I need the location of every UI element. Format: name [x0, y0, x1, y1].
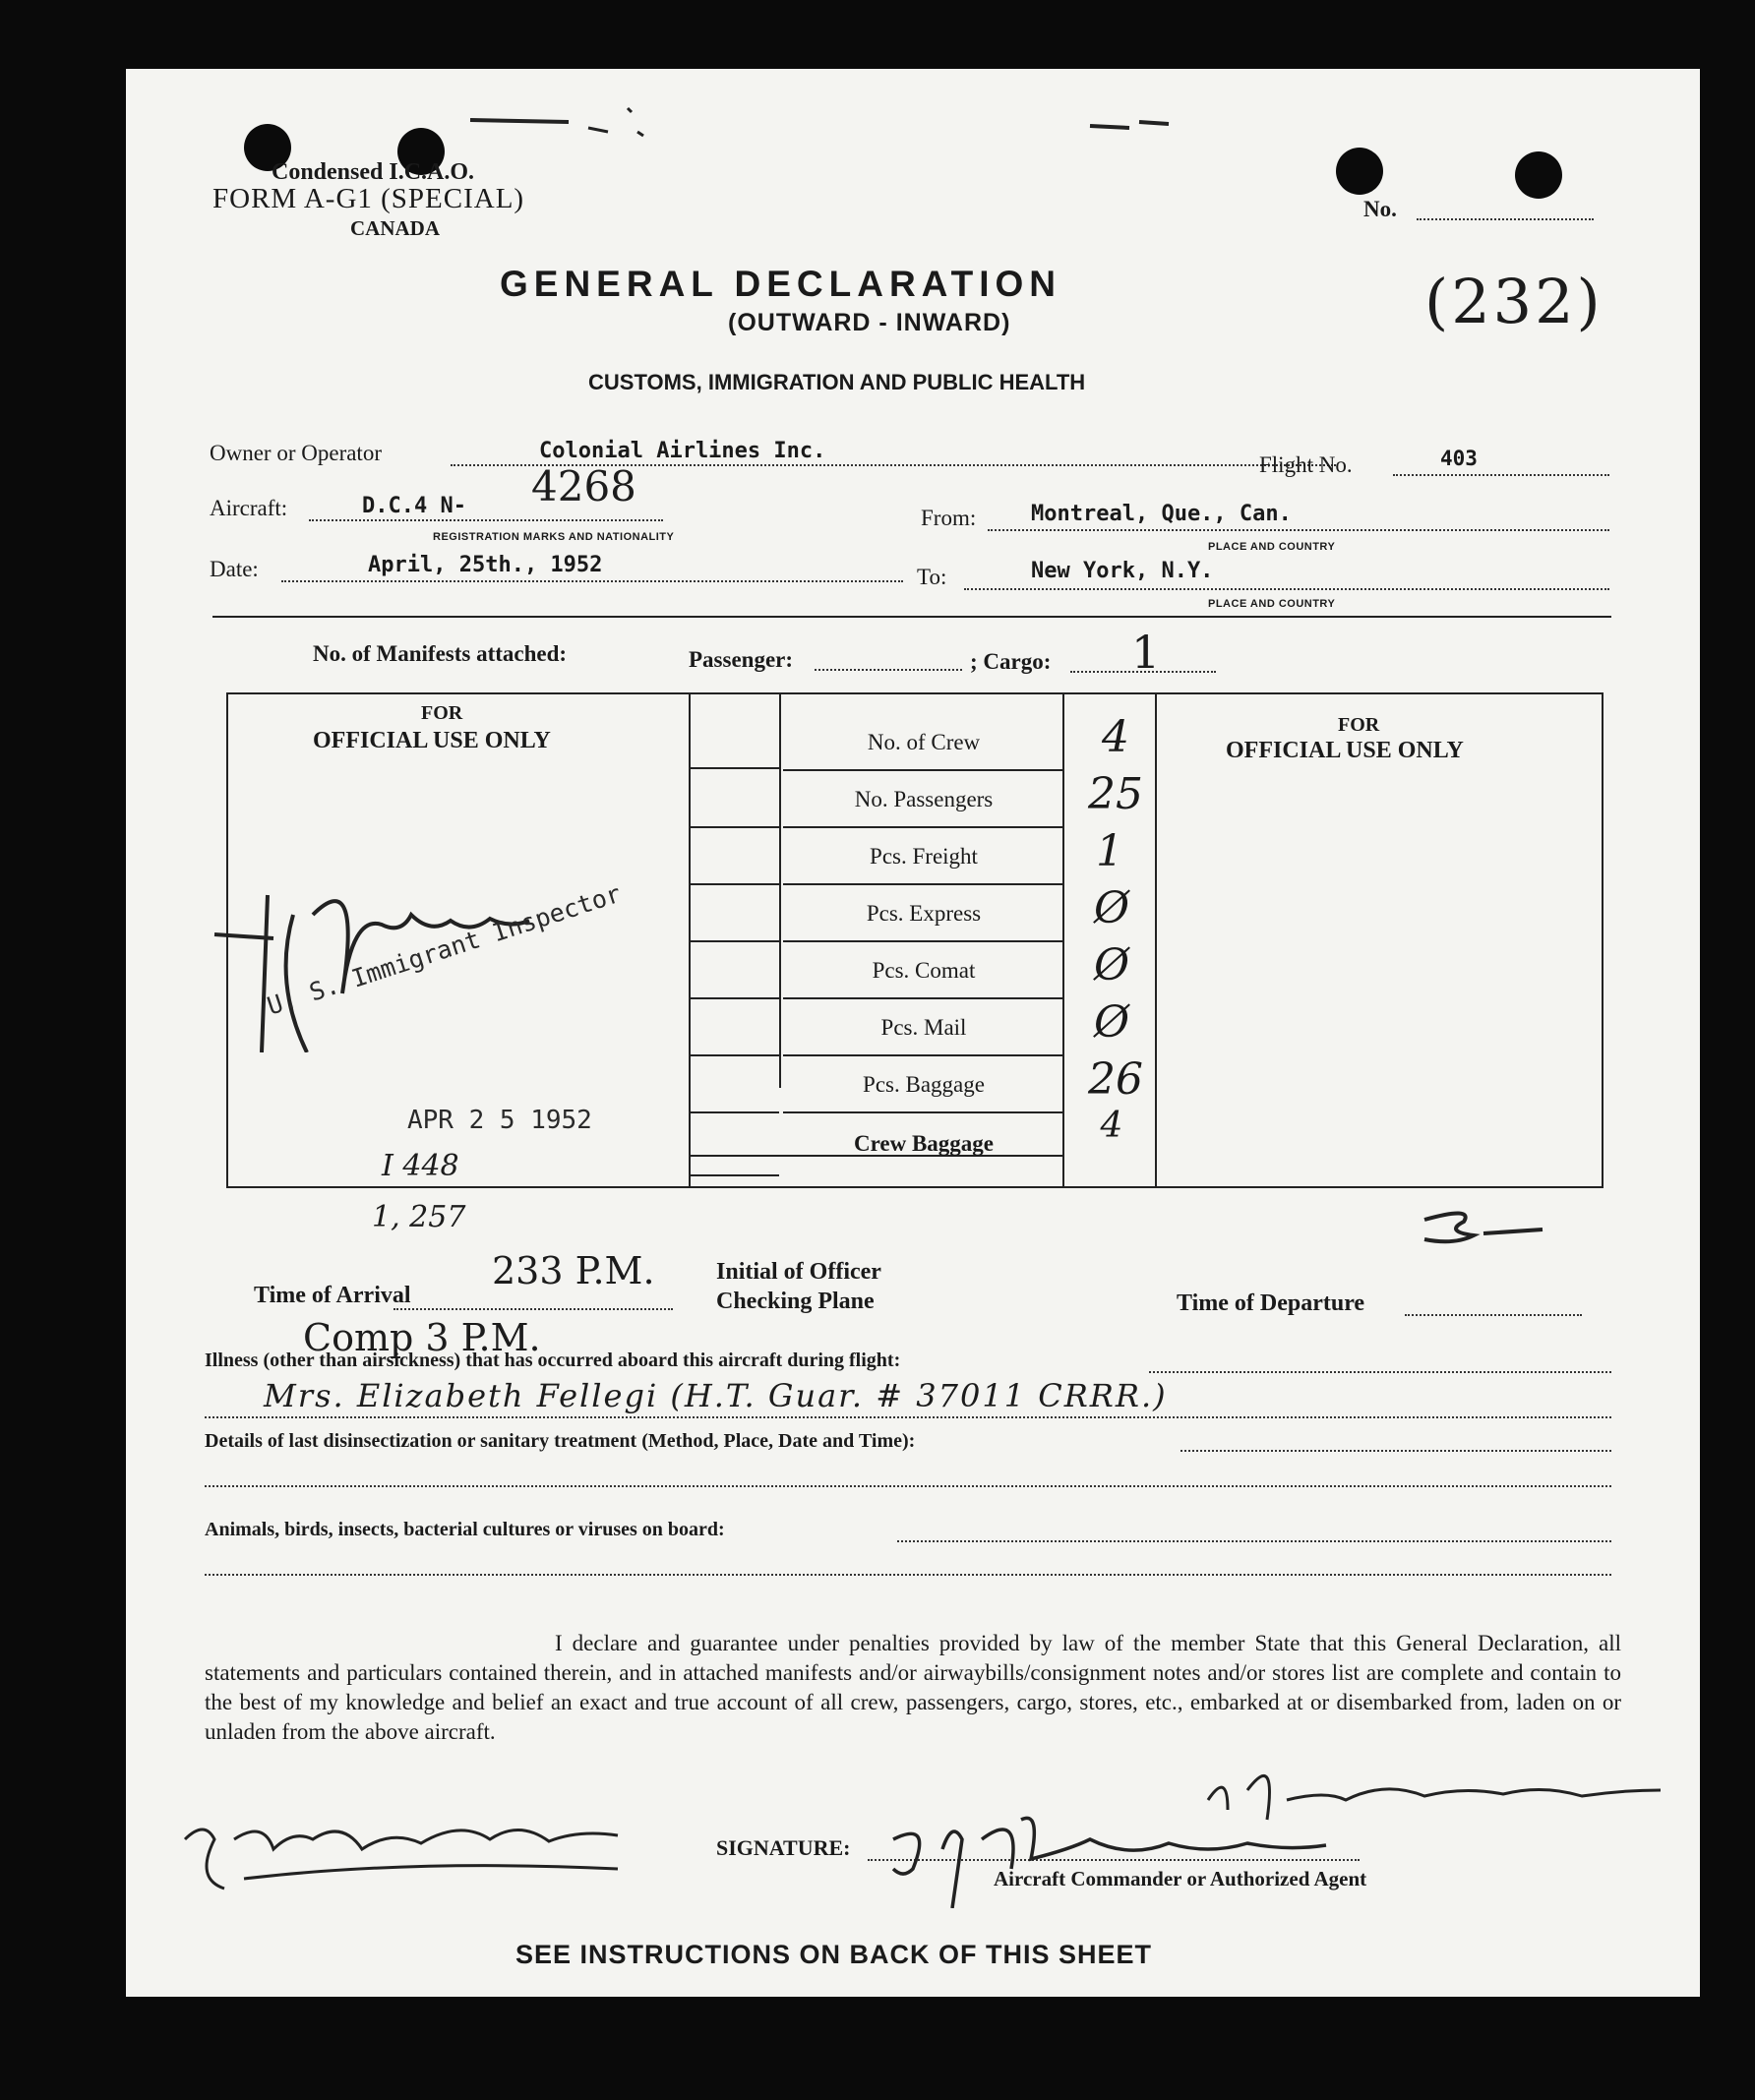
row-value-passengers: 25	[1088, 769, 1143, 819]
commander-signature	[874, 1800, 1385, 1908]
cargo-value: 1	[1131, 626, 1161, 679]
stamp-date: APR 2 5 1952	[407, 1106, 592, 1135]
row-value-crew: 4	[1102, 712, 1129, 762]
scan-marks	[451, 89, 1336, 138]
row-rule	[691, 997, 779, 999]
to-line	[964, 588, 1609, 590]
flight-line	[1393, 474, 1609, 476]
time-arrival-label: Time of Arrival	[254, 1283, 411, 1308]
time-departure-line	[1405, 1314, 1582, 1316]
from-value: Montreal, Que., Can.	[1031, 502, 1292, 526]
owner-label: Owner or Operator	[210, 441, 382, 465]
aircraft-handwritten-number: 4268	[531, 462, 636, 510]
illness-line	[1149, 1371, 1611, 1373]
section-divider	[212, 616, 1611, 618]
row-value-mail: Ø	[1093, 997, 1130, 1048]
row-rule	[783, 826, 1062, 828]
date-line	[281, 580, 903, 582]
declaration-text: I declare and guarantee under penalties provided by law of the member State that this General Declaration, all statements and particulars contained therein, and in attached manifests and/or airwaybills/consignment notes and/or stores list are complete and contain to the best of my knowledge and belief an exact and true account of all crew, passengers, cargo, stores, etc., embarked at or disembarked from, laden on or unladen from the above aircraft.	[205, 1631, 1621, 1744]
disinsect-line	[1180, 1450, 1611, 1452]
to-caption: PLACE AND COUNTRY	[1208, 598, 1336, 610]
row-value-crew-baggage: 4	[1100, 1106, 1123, 1146]
row-rule	[783, 769, 1062, 771]
aircraft-value: D.C.4 N-	[362, 494, 466, 518]
disinsect-line-2	[205, 1485, 1611, 1487]
to-value: New York, N.Y.	[1031, 559, 1214, 583]
animals-line-2	[205, 1574, 1611, 1576]
row-rule	[783, 940, 1062, 942]
row-rule	[783, 1054, 1062, 1056]
left-heading-for: FOR	[421, 702, 463, 724]
document-sheet	[126, 69, 1700, 1997]
row-rule	[691, 767, 779, 769]
flight-label: Flight No.	[1259, 452, 1353, 477]
signature-caption: Aircraft Commander or Authorized Agent	[994, 1867, 1367, 1890]
illness-value: Mrs. Elizabeth Fellegi (H.T. Guar. # 37011 CRRR.)	[264, 1377, 1168, 1414]
handwritten-ref-number: (232)	[1424, 266, 1604, 337]
animals-label: Animals, birds, insects, bacterial cultures or viruses on board:	[205, 1519, 725, 1540]
form-subheading: CUSTOMS, IMMIGRATION AND PUBLIC HEALTH	[588, 370, 1086, 394]
row-value-baggage: 26	[1088, 1054, 1143, 1105]
aircraft-label: Aircraft:	[210, 496, 288, 520]
row-label-crew-baggage: Crew Baggage	[853, 1131, 995, 1156]
left-heading-official: OFFICIAL USE ONLY	[313, 728, 551, 753]
time-departure-label: Time of Departure	[1177, 1290, 1365, 1316]
table-divider	[1155, 694, 1157, 1186]
time-arrival-value: 233 P.M.	[492, 1249, 655, 1292]
form-subtitle: (OUTWARD - INWARD)	[728, 309, 1011, 336]
flight-value: 403	[1440, 447, 1478, 470]
from-caption: PLACE AND COUNTRY	[1208, 541, 1336, 553]
row-rule	[691, 1174, 779, 1176]
row-label-freight: Pcs. Freight	[870, 844, 978, 869]
row-rule	[691, 940, 779, 942]
departure-mark	[1405, 1200, 1562, 1259]
row-rule	[691, 883, 779, 885]
row-rule	[691, 1111, 779, 1113]
row-rule	[783, 883, 1062, 885]
form-title: GENERAL DECLARATION	[500, 264, 1062, 304]
form-line-2: FORM A-G1 (SPECIAL)	[212, 183, 525, 214]
initial-officer-label: Initial of Officer	[716, 1259, 881, 1285]
to-label: To:	[917, 565, 947, 589]
row-rule	[783, 997, 1062, 999]
no-field-line	[1417, 218, 1594, 220]
signature-label: SIGNATURE:	[716, 1835, 851, 1860]
punch-hole	[1515, 151, 1562, 199]
date-label: Date:	[210, 557, 259, 581]
witness-signature	[165, 1780, 677, 1898]
passenger-label: Passenger:	[689, 647, 794, 672]
handwritten-note-2: 1, 257	[372, 1200, 466, 1234]
footer-instructions: SEE INSTRUCTIONS ON BACK OF THIS SHEET	[515, 1940, 1153, 1969]
row-rule	[691, 826, 779, 828]
illness-line-2	[205, 1416, 1611, 1418]
manifests-label: No. of Manifests attached:	[313, 641, 568, 666]
table-divider	[779, 694, 781, 1088]
checking-plane-label: Checking Plane	[716, 1289, 875, 1314]
row-rule	[691, 1054, 779, 1056]
illness-label: Illness (other than airsickness) that has occurred aboard this aircraft during flight:	[205, 1350, 901, 1371]
time-arrival-line	[393, 1308, 673, 1310]
right-heading-for: FOR	[1338, 714, 1380, 736]
row-value-comat: Ø	[1093, 940, 1130, 990]
punch-hole	[1336, 148, 1383, 195]
aircraft-caption: REGISTRATION MARKS AND NATIONALITY	[433, 531, 675, 543]
handwritten-note-1: I 448	[382, 1149, 459, 1183]
form-line-1: Condensed I.C.A.O.	[272, 159, 475, 185]
from-label: From:	[921, 506, 977, 530]
row-label-mail: Pcs. Mail	[880, 1015, 967, 1040]
immigrant-inspector-stamp: U. S. Immigrant Inspector	[264, 878, 625, 1021]
row-label-passengers: No. Passengers	[854, 787, 994, 811]
row-label-baggage: Pcs. Baggage	[863, 1072, 985, 1097]
disinsect-label: Details of last disinsectization or sanitary treatment (Method, Place, Date and Time):	[205, 1430, 916, 1452]
owner-value: Colonial Airlines Inc.	[539, 439, 826, 463]
cargo-label: ; Cargo:	[970, 649, 1052, 674]
animals-line	[897, 1540, 1611, 1542]
table-divider	[1062, 694, 1064, 1186]
row-label-crew: No. of Crew	[867, 730, 981, 754]
right-heading-official: OFFICIAL USE ONLY	[1226, 738, 1464, 763]
passenger-line	[815, 669, 962, 671]
from-line	[988, 529, 1609, 531]
row-label-express: Pcs. Express	[866, 901, 982, 926]
row-value-express: Ø	[1093, 883, 1130, 933]
date-value: April, 25th., 1952	[368, 553, 603, 577]
no-label: No.	[1363, 197, 1397, 221]
row-value-freight: 1	[1096, 826, 1123, 876]
comp-note: Comp 3 P.M.	[303, 1316, 541, 1359]
row-label-comat: Pcs. Comat	[872, 958, 976, 983]
aircraft-line	[309, 519, 663, 521]
form-line-3: CANADA	[350, 216, 440, 240]
row-rule	[783, 1111, 1062, 1113]
